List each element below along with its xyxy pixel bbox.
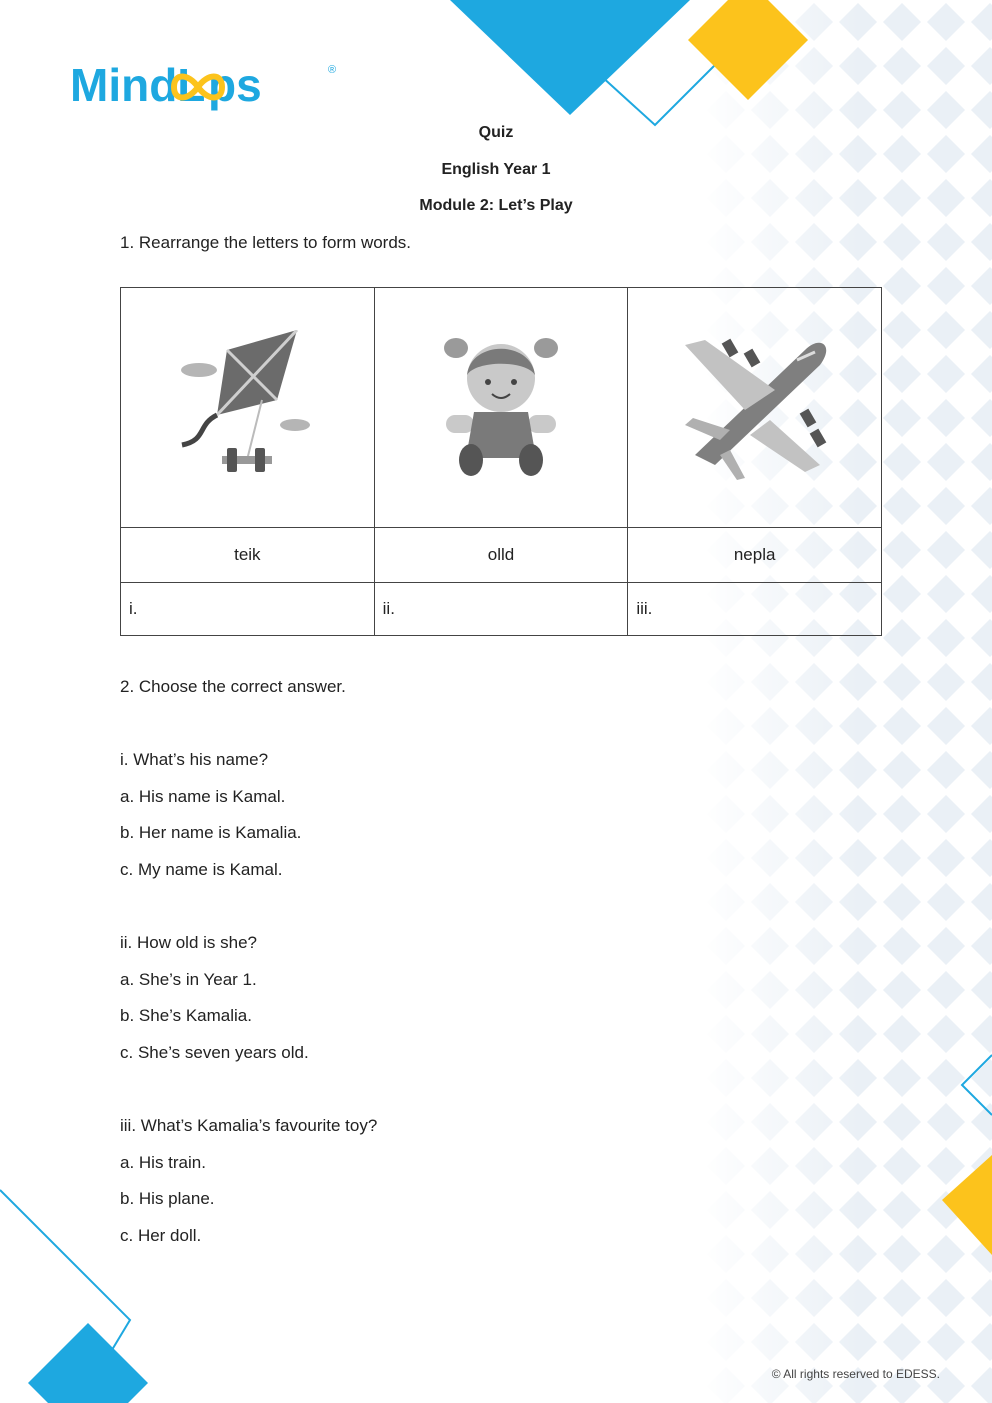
answer-cell-2[interactable]: ii. xyxy=(374,583,628,636)
quiz-title: Quiz xyxy=(478,124,514,141)
plane-picture xyxy=(675,330,835,480)
option-3b[interactable]: b. His plane. xyxy=(120,1189,215,1208)
option-3a[interactable]: a. His train. xyxy=(120,1153,206,1172)
option-1c[interactable]: c. My name is Kamal. xyxy=(120,860,283,879)
option-3c[interactable]: c. Her doll. xyxy=(120,1226,202,1245)
answer-cell-3[interactable]: iii. xyxy=(628,583,882,636)
question-1-prompt: 1. Rearrange the letters to form words. xyxy=(120,233,412,252)
plane-cell xyxy=(628,288,882,528)
mindloops-logo xyxy=(70,55,345,115)
scrambled-word-3: nepla xyxy=(628,528,882,583)
copyright-notice: © All rights reserved to EDESS. xyxy=(771,1367,940,1381)
option-1b[interactable]: b. Her name is Kamalia. xyxy=(120,823,302,842)
subquestion-3: iii. What’s Kamalia’s favourite toy? xyxy=(120,1116,378,1135)
subquestion-2: ii. How old is she? xyxy=(120,933,258,952)
svg-text:®: ® xyxy=(328,64,337,76)
svg-text:MindL: MindL xyxy=(70,59,206,111)
question-2-prompt: 2. Choose the correct answer. xyxy=(120,677,346,696)
rearrange-table xyxy=(120,287,882,636)
scrambled-word-2: olld xyxy=(374,528,628,583)
answer-cell-1[interactable]: i. xyxy=(121,583,375,636)
option-2a[interactable]: a. She’s in Year 1. xyxy=(120,970,257,989)
module-title: Module 2: Let’s Play xyxy=(419,197,573,214)
option-1a[interactable]: a. His name is Kamal. xyxy=(120,787,286,806)
subject-title: English Year 1 xyxy=(441,161,551,178)
svg-text:ps: ps xyxy=(208,59,262,111)
doll-cell xyxy=(374,288,628,528)
scrambled-word-1: teik xyxy=(121,528,375,583)
option-2c[interactable]: c. She’s seven years old. xyxy=(120,1043,309,1062)
doll-picture xyxy=(436,330,566,480)
subquestion-1: i. What’s his name? xyxy=(120,750,269,769)
option-2b[interactable]: b. She’s Kamalia. xyxy=(120,1006,252,1025)
kite-cell xyxy=(121,288,375,528)
kite-picture xyxy=(177,330,317,480)
